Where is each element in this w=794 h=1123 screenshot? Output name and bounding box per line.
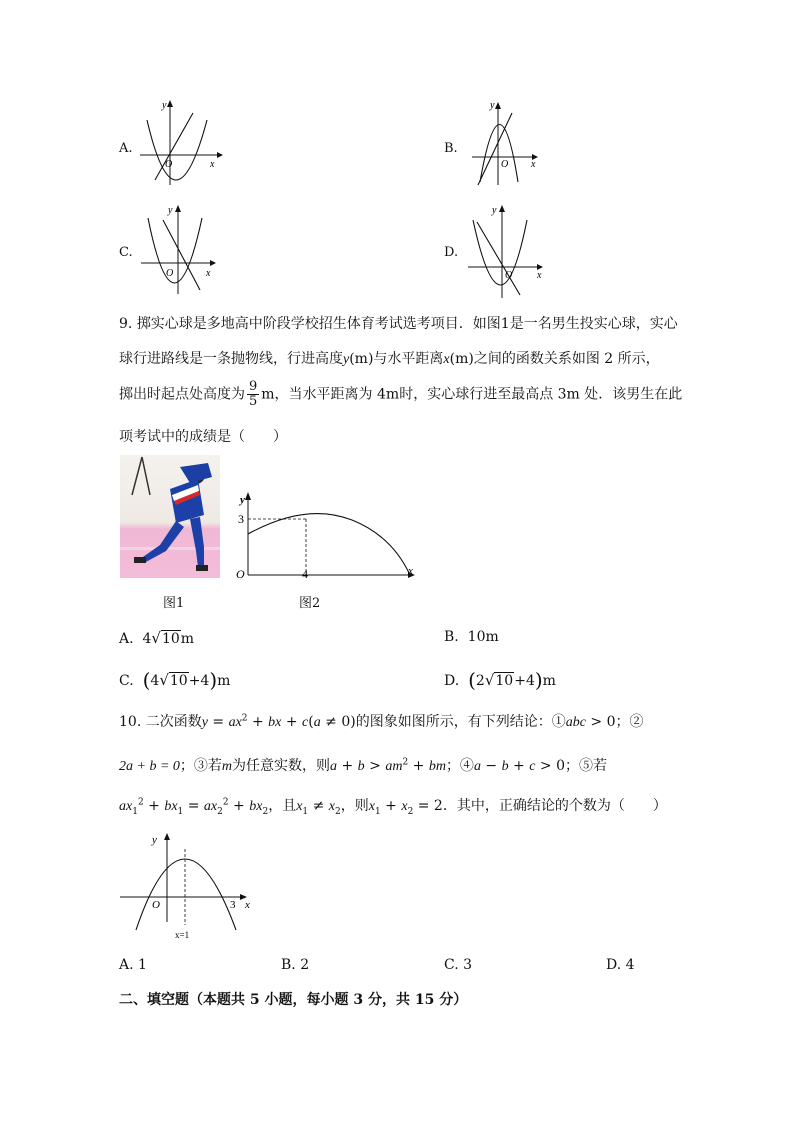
- q9-line-4: 项考试中的成绩是（ ）: [119, 429, 287, 445]
- option-c-label: C.: [119, 245, 133, 260]
- q9-option-c[interactable]: C. (4√10+4)m: [119, 668, 231, 692]
- figure-1-photo: [120, 455, 220, 578]
- q10-graph: [118, 830, 258, 942]
- q10-x-label: x: [245, 899, 250, 911]
- q8c-origin: O: [166, 268, 174, 279]
- q8-graph-c: [138, 200, 224, 296]
- q8d-origin: O: [505, 270, 513, 281]
- option-a-label: A.: [119, 141, 133, 156]
- q10-symmetry-axis-label: x=1: [175, 930, 190, 940]
- q10-option-d[interactable]: D. 4: [606, 957, 635, 973]
- option-b-label: B.: [444, 141, 458, 156]
- fig2-max-y-label: 3: [238, 512, 244, 526]
- fig2-y-label: y: [240, 494, 245, 506]
- q9-line-1: [119, 313, 678, 333]
- q10-y-label: y: [152, 834, 157, 846]
- q9-line-3: 掷出时起点处高度为 $\frac{9}{5}$ m，当水平距离为 4m时，实心球行进至最高点 3m 处．该男生在此: [119, 379, 683, 409]
- q8b-y-label: y: [490, 100, 495, 111]
- q9-option-a[interactable]: A. 4√10m: [119, 629, 195, 647]
- q8-graph-b: [470, 97, 550, 189]
- fig2-max-x-label: 4: [302, 567, 308, 581]
- q8b-origin: O: [501, 159, 509, 170]
- figure-1-caption: 图1: [163, 596, 185, 611]
- q8a-origin: O: [165, 159, 173, 170]
- q8d-x-label: x: [537, 270, 542, 281]
- student-throwing-image: [120, 455, 220, 578]
- q9-line-2: 球行进路线是一条抛物线，行进高度y(m)与水平距离x(m)之间的函数关系如图 2 所示，: [119, 351, 660, 367]
- fig2-x-label: x: [408, 565, 413, 577]
- q8c-y-label: y: [168, 205, 173, 216]
- q9-text-1: 掷实心球是多地高中阶段学校招生体育考试选考项目．如图1是一名男生投实心球，实心: [136, 316, 678, 332]
- q8-graph-a: [135, 95, 225, 187]
- q8a-x-label: x: [210, 159, 215, 170]
- fraction-9-5: $\frac{9}{5}$: [249, 379, 258, 409]
- q10-option-a[interactable]: A. 1: [119, 957, 147, 973]
- q9-number: 9.: [119, 316, 133, 332]
- figure-2-caption: 图2: [299, 596, 321, 611]
- q8a-y-label: y: [162, 100, 167, 111]
- fig2-origin: O: [236, 567, 245, 581]
- q10-line-2: 2a + b = 0；③若m为任意实数，则$a + b > am^2$ + bm；④a − b + c > 0；⑤若: [119, 757, 607, 774]
- figure-2-graph: [232, 488, 422, 583]
- q8d-y-label: y: [492, 205, 497, 216]
- q10-line-3: $ax_1^2 + bx_1 = ax_2^2 + bx_2$，且$x_1 \ne x_2$，则$x_1 + x_2 = 2$．其中，正确结论的个数为（ ）: [119, 797, 667, 817]
- q9-option-d[interactable]: D. (2√10+4)m: [444, 668, 556, 692]
- q10-option-c[interactable]: C. 3: [444, 957, 473, 973]
- q8c-x-label: x: [206, 268, 211, 279]
- q10-line-1: 10. 二次函数$y = ax^2$ + bx + c(a ≠ 0)的图象如图所示，有下列结论：①abc > 0；②: [119, 713, 644, 730]
- q8-graph-d: [465, 200, 551, 300]
- q10-origin: O: [152, 899, 160, 911]
- option-d-label: D.: [444, 245, 459, 260]
- section-2-heading: 二、填空题（本题共 5 小题，每小题 3 分，共 15 分）: [119, 992, 468, 1008]
- q8b-x-label: x: [531, 159, 536, 170]
- q10-root-label: 3: [230, 899, 236, 911]
- q9-option-b[interactable]: B. 10m: [444, 629, 499, 645]
- q10-option-b[interactable]: B. 2: [281, 957, 310, 973]
